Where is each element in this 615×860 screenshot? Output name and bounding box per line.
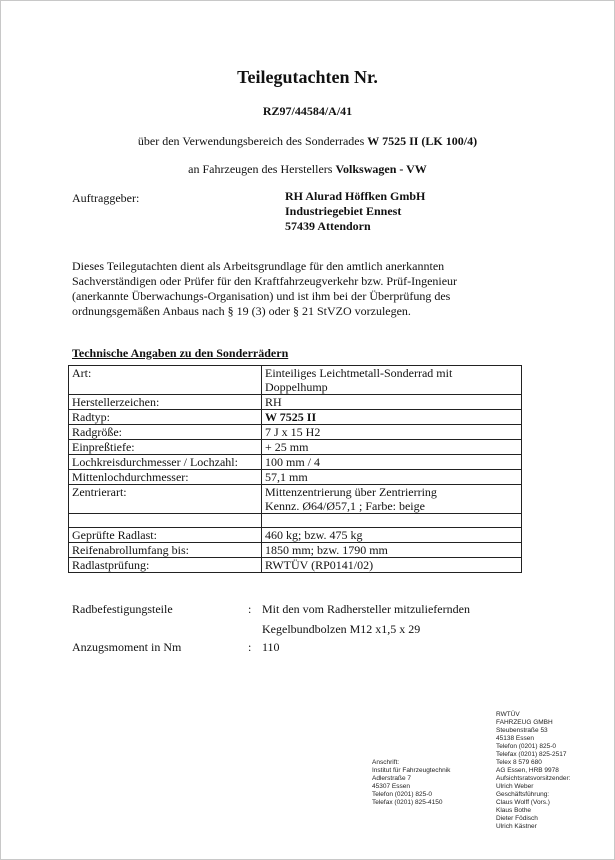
- spec-value: 57,1 mm: [262, 470, 522, 485]
- spec-value: RH: [262, 395, 522, 410]
- mounting-value-line2: Kegelbundbolzen M12 x1,5 x 29: [262, 622, 421, 636]
- spec-value: [262, 514, 522, 528]
- table-row: [69, 455, 522, 470]
- specs-heading: Technische Angaben zu den Sonderrädern: [72, 346, 289, 360]
- spec-value: W 7525 II: [262, 410, 522, 425]
- footer-line: Steubenstraße 53: [496, 727, 548, 734]
- client-line: RH Alurad Höffken GmbH: [285, 189, 426, 203]
- spec-value: 7 J x 15 H2: [262, 425, 522, 440]
- scope-wheel: W 7525 II (LK 100/4): [367, 134, 478, 148]
- footer-company: [496, 711, 570, 831]
- table-row: [69, 410, 522, 425]
- spec-value: 460 kg; bzw. 475 kg: [262, 528, 522, 543]
- footer-line: Telefax (0201) 825-4150: [372, 799, 443, 806]
- spec-value-line: Mittenzentrierung über Zentrierring: [265, 485, 437, 499]
- table-row: [69, 543, 522, 558]
- spec-key: Geprüfte Radlast:: [69, 528, 262, 543]
- footer-line: Claus Wolff (Vors.): [496, 799, 550, 806]
- spec-value: 100 mm / 4: [262, 455, 522, 470]
- scope-prefix: über den Verwendungsbereich des Sonderrades: [137, 134, 368, 148]
- spec-key: Lochkreisdurchmesser / Lochzahl:: [69, 455, 262, 470]
- intro-line: Sachverständigen oder Prüfer für den Kraftfahrzeugverkehr bzw. Prüf-Ingenieur: [72, 274, 458, 288]
- table-row: [69, 395, 522, 410]
- footer-line: Institut für Fahrzeugtechnik: [372, 767, 451, 774]
- footer-address: [372, 759, 450, 807]
- mounting-label: Radbefestigungsteile: [72, 602, 173, 616]
- client-address: [285, 189, 425, 234]
- footer-line: Klaus Bothe: [496, 807, 532, 814]
- footer-line: Anschrift:: [372, 759, 400, 766]
- spec-value-line: Doppelhump: [265, 380, 328, 394]
- intro-line: (anerkannte Überwachungs-Organisation) und ist ihm bei der Überprüfung des: [72, 289, 451, 303]
- spec-key: Herstellerzeichen:: [69, 395, 262, 410]
- mounting-colon: :: [248, 602, 252, 616]
- table-row: [69, 440, 522, 455]
- table-row: [69, 485, 522, 514]
- client-line: 57439 Attendorn: [285, 219, 371, 233]
- intro-line: Dieses Teilegutachten dient als Arbeitsgrundlage für den amtlich anerkannten: [72, 259, 445, 273]
- maker-line: [0, 162, 615, 177]
- table-row: [69, 470, 522, 485]
- spec-value: [262, 485, 522, 514]
- torque-colon: :: [248, 640, 252, 654]
- torque-value: 110: [262, 640, 280, 654]
- footer-line: AG Essen, HRB 9978: [496, 767, 559, 774]
- table-row: [69, 366, 522, 395]
- footer-line: Telefon (0201) 825-0: [372, 791, 432, 798]
- maker-name: Volkswagen - VW: [335, 162, 427, 176]
- spec-value-line: Kennz. Ø64/Ø57,1 ; Farbe: beige: [265, 499, 425, 513]
- specs-table: [68, 365, 522, 573]
- footer-line: Ulrich Weber: [496, 783, 534, 790]
- spec-key: Einpreßtiefe:: [69, 440, 262, 455]
- spec-value: + 25 mm: [262, 440, 522, 455]
- table-row-empty: [69, 514, 522, 528]
- footer-line: Telex 8 579 680: [496, 759, 542, 766]
- footer-line: 45138 Essen: [496, 735, 534, 742]
- spec-key: Reifenabrollumfang bis:: [69, 543, 262, 558]
- spec-value: [262, 366, 522, 395]
- intro-line: ordnungsgemäßen Anbaus nach § 19 (3) oder § 21 StVZO vorzulegen.: [72, 304, 411, 318]
- client-label: Auftraggeber:: [72, 191, 140, 205]
- scope-line: [0, 134, 615, 149]
- spec-key: Radgröße:: [69, 425, 262, 440]
- spec-key: [69, 514, 262, 528]
- footer-line: Aufsichtsratsvorsitzender:: [496, 775, 571, 782]
- torque-label: Anzugsmoment in Nm: [72, 640, 182, 654]
- table-row: [69, 528, 522, 543]
- table-row: [69, 425, 522, 440]
- footer-line: FAHRZEUG GMBH: [496, 719, 553, 726]
- spec-key: Zentrierart:: [69, 485, 262, 514]
- footer-line: Dieter Födisch: [496, 815, 538, 822]
- spec-key: Radtyp:: [69, 410, 262, 425]
- intro-paragraph: [72, 259, 492, 319]
- footer-line: 45307 Essen: [372, 783, 410, 790]
- table-row: [69, 558, 522, 573]
- footer-line: Telefon (0201) 825-0: [496, 743, 556, 750]
- spec-value: RWTÜV (RP0141/02): [262, 558, 522, 573]
- footer-line: Telefax (0201) 825-2517: [496, 751, 567, 758]
- spec-value: 1850 mm; bzw. 1790 mm: [262, 543, 522, 558]
- spec-key: Radlastprüfung:: [69, 558, 262, 573]
- footer-line: Adlerstraße 7: [372, 775, 412, 782]
- document-title: Teilegutachten Nr.: [237, 67, 378, 87]
- mounting-value-line1: Mit den vom Radhersteller mitzuliefernden: [262, 602, 470, 616]
- report-number: RZ97/44584/A/41: [262, 104, 353, 118]
- client-line: Industriegebiet Ennest: [285, 204, 402, 218]
- footer-line: Ulrich Kästner: [496, 823, 537, 830]
- spec-value-line: Einteiliges Leichtmetall-Sonderrad mit: [265, 366, 453, 380]
- footer-line: Geschäftsführung:: [496, 791, 550, 798]
- spec-key: Art:: [69, 366, 262, 395]
- footer-line: RWTÜV: [496, 711, 520, 718]
- spec-key: Mittenlochdurchmesser:: [69, 470, 262, 485]
- maker-prefix: an Fahrzeugen des Herstellers: [188, 162, 336, 176]
